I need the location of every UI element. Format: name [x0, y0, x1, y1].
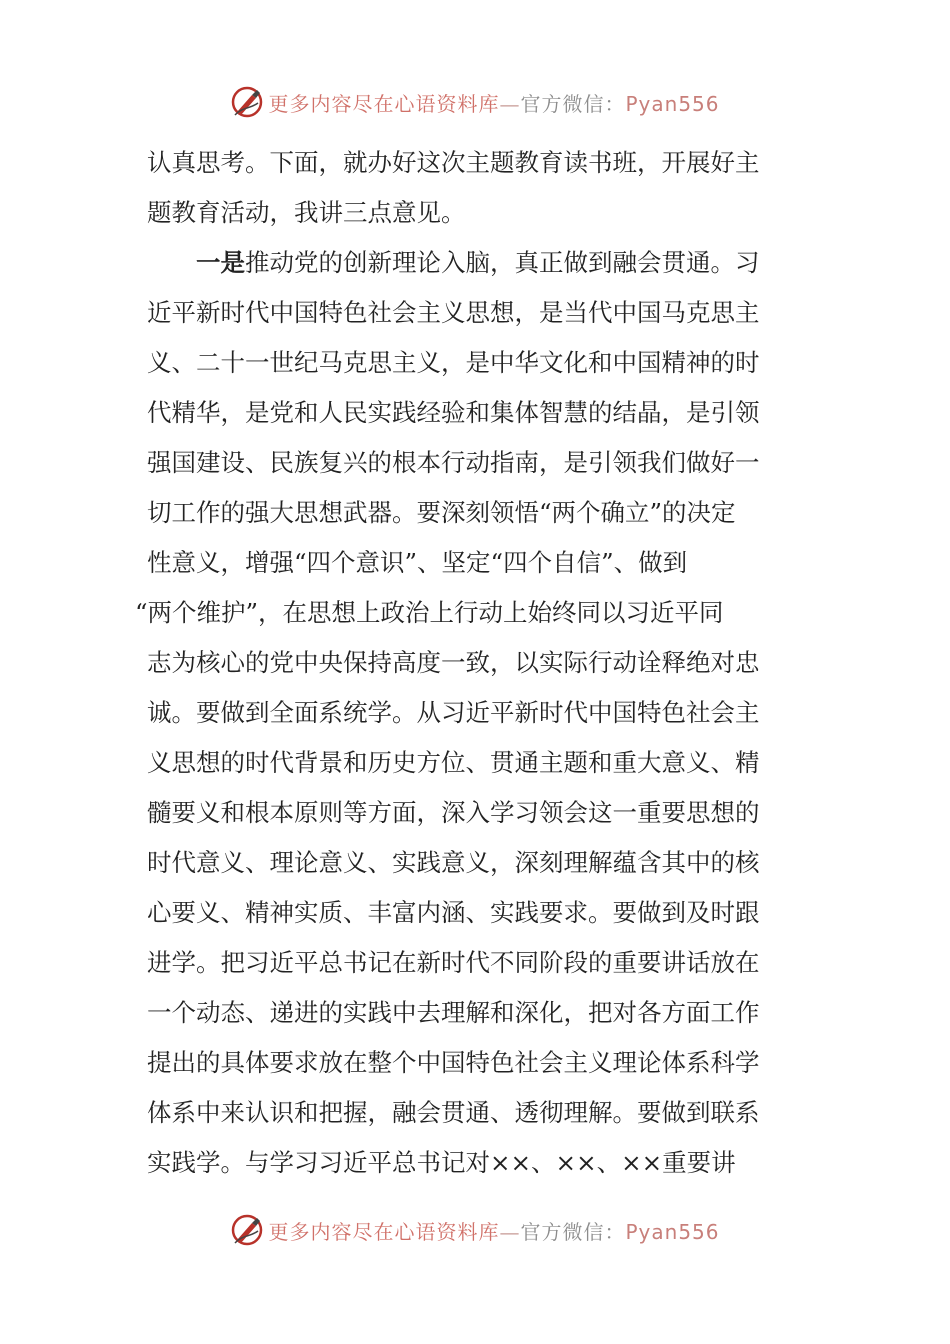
- lead-bold: 一是: [196, 248, 245, 277]
- text-line: 提出的具体要求放在整个中国特色社会主义理论体系科学: [147, 1048, 760, 1077]
- text-line: 义思想的时代背景和历史方位、贯通主题和重大意义、精: [147, 748, 760, 777]
- text-line: 义、二十一世纪马克思主义，是中华文化和中国精神的时: [147, 348, 760, 377]
- header-text: 更多内容尽在心语资料库—官方微信：Pyan556: [268, 91, 720, 116]
- text-line: 代精华，是党和人民实践经验和集体智慧的结晶，是引领: [147, 398, 760, 427]
- footer-banner: [0, 1210, 950, 1250]
- text-line: 性意义，增强“四个意识”、坚定“四个自信”、做到: [147, 548, 688, 577]
- text-line: 题教育活动，我讲三点意见。: [147, 198, 466, 227]
- text-line: 髓要义和根本原则等方面，深入学习领会这一重要思想的: [147, 798, 760, 827]
- text-line: 一个动态、递进的实践中去理解和深化，把对各方面工作: [147, 998, 760, 1027]
- text-line: 切工作的强大思想武器。要深刻领悟“两个确立”的决定: [147, 498, 736, 527]
- text-line: 体系中来认识和把握，融会贯通、透彻理解。要做到联系: [147, 1098, 760, 1127]
- text-line: 心要义、精神实质、丰富内涵、实践要求。要做到及时跟: [147, 898, 760, 927]
- text-line: “两个维护”，在思想上政治上行动上始终同以习近平同: [135, 598, 724, 627]
- text-line-rest: 推动党的创新理论入脑，真正做到融会贯通。习: [245, 248, 760, 277]
- pen-logo-icon: [230, 1213, 264, 1247]
- footer-text: 更多内容尽在心语资料库—官方微信：Pyan556: [268, 1219, 720, 1244]
- text-line: 强国建设、民族复兴的根本行动指南，是引领我们做好一: [147, 448, 760, 477]
- text-line: 志为核心的党中央保持高度一致，以实际行动诠释绝对忠: [147, 648, 760, 677]
- text-line: 认真思考。下面，就办好这次主题教育读书班，开展好主: [147, 148, 760, 177]
- text-line: 近平新时代中国特色社会主义思想，是当代中国马克思主: [147, 298, 760, 327]
- header-banner: [0, 82, 950, 122]
- text-line: 时代意义、理论意义、实践意义，深刻理解蕴含其中的核: [147, 848, 760, 877]
- pen-logo-icon: [230, 85, 264, 119]
- text-line: 诚。要做到全面系统学。从习近平新时代中国特色社会主: [147, 698, 760, 727]
- text-line: 进学。把习近平总书记在新时代不同阶段的重要讲话放在: [147, 948, 760, 977]
- paragraph-lead-line: [196, 248, 760, 278]
- text-line: 实践学。与学习习近平总书记对××、××、××重要讲: [147, 1148, 736, 1177]
